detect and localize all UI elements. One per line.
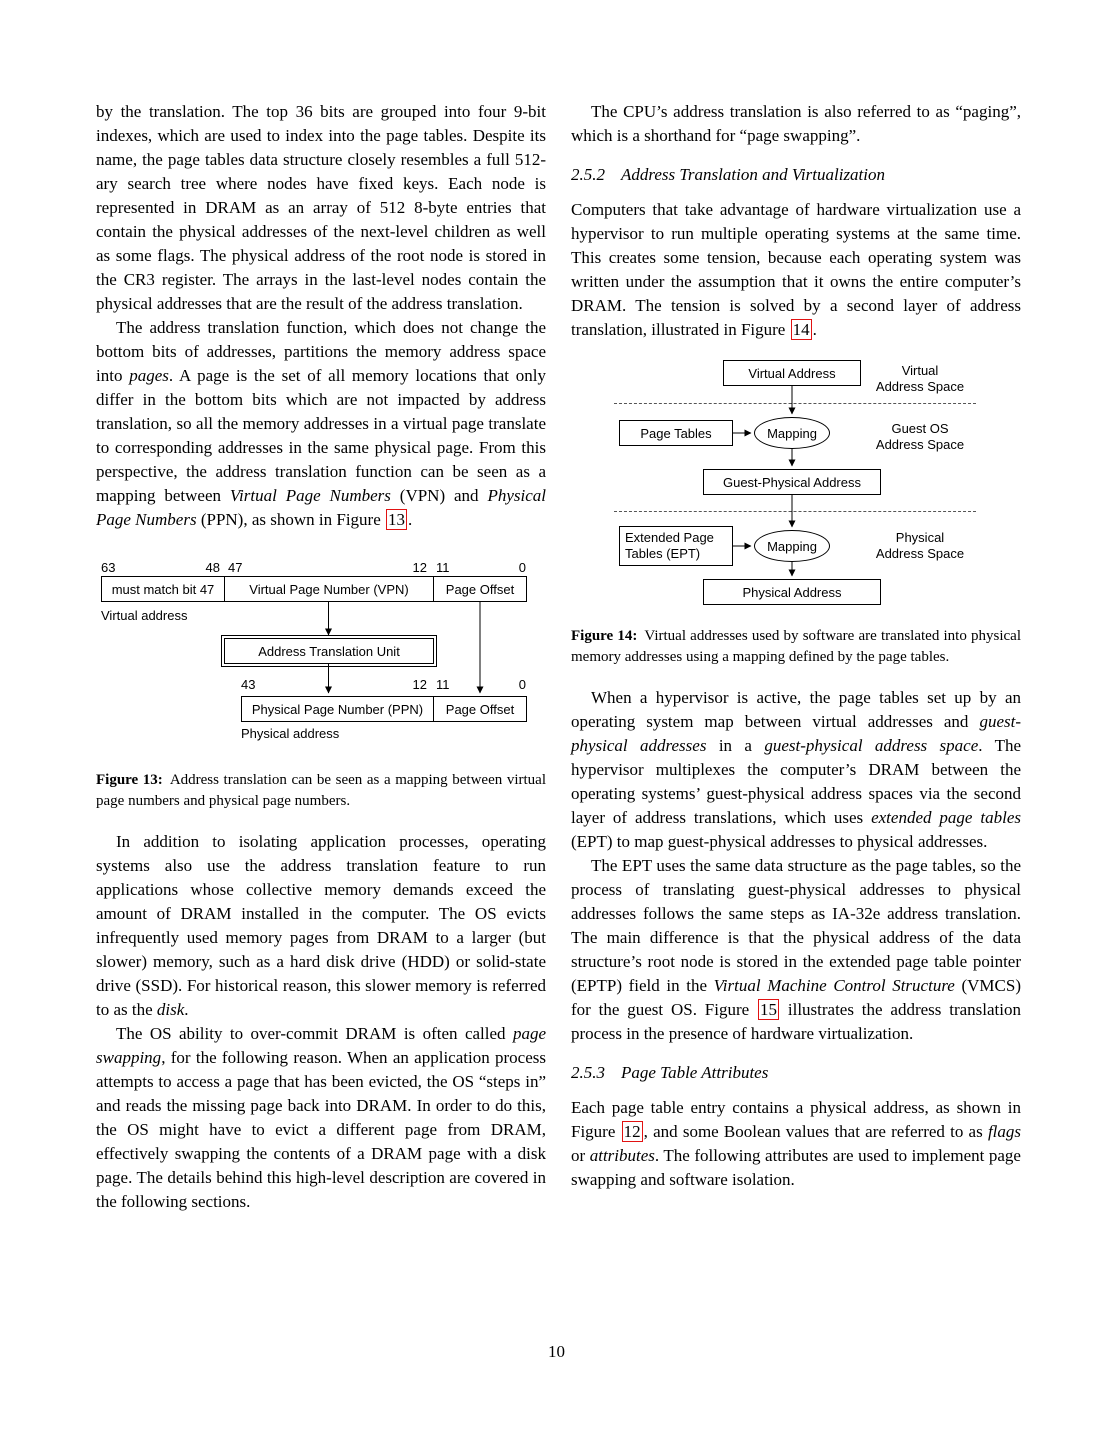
text-run: When a hypervisor is active, the page tables set up by an operating system map between virtual addresses and	[571, 688, 1021, 731]
bit-label-48: 48	[205, 560, 220, 575]
text-run: Virtual Page Numbers	[229, 486, 391, 505]
text-run: .	[184, 1000, 189, 1019]
physical-address-label: Physical address	[241, 726, 340, 741]
box-page-offset-top: Page Offset	[433, 576, 527, 602]
box-physical-address: Physical Address	[703, 579, 881, 605]
physical-address-space-label	[864, 530, 976, 562]
text-run: . The hypervisor multiplexes the computer’s DRAM between the operating systems’ guest-physical address spaces via the second layer of address translations, which uses	[571, 736, 1022, 827]
figure-14-diagram	[571, 358, 1021, 610]
figure-14-caption	[571, 626, 1021, 668]
text-run: or	[571, 1146, 590, 1165]
section-heading-2-5-2	[571, 163, 1021, 187]
figure-14-caption-text: Virtual addresses used by software are translated into physical memory addresses using a mapping defined by the page tables.	[571, 628, 1021, 665]
bit-label-12-bottom: 12	[412, 677, 427, 692]
text-run: The CPU’s address translation is also referred to as “paging”, which is a shorthand for “page swapping”.	[571, 102, 1021, 145]
label-line: Address Space	[875, 379, 965, 394]
box-must-match-bit-47: must match bit 47	[101, 576, 225, 602]
text-run: , for the following reason. When an application process attempts to access a page that has been evicted, the OS “steps in” and reads the missing page back into DRAM. In order to do this, the OS might have to evict a different page from DRAM, effectively swapping the contents of a DRAM page with a disk page. The details behind this high-level description are covered in the following sections.	[96, 1048, 546, 1211]
bit-label-47: 47	[228, 560, 243, 575]
text-run: attributes	[589, 1146, 655, 1165]
text-run: (VPN) and	[390, 486, 488, 505]
figure-reference[interactable]: 12	[623, 1122, 641, 1141]
text-run: extended page tables	[871, 808, 1021, 827]
dashed-separator	[614, 403, 976, 404]
paragraph	[571, 1096, 1021, 1192]
text-run: . The following attributes are used to implement page swapping and software isolation.	[571, 1146, 1021, 1189]
text-run: guest-physical addresses	[571, 712, 1021, 755]
label-line: Guest OS	[891, 421, 949, 436]
box-guest-physical-address: Guest-Physical Address	[703, 469, 881, 495]
text-run: (PPN), as shown in Figure	[196, 510, 385, 529]
text-run: In addition to isolating application processes, operating systems also use the address translation feature to run applications whose collective memory demands exceed the amount of DRAM installed in the computer. The OS evicts infrequently used memory pages from DRAM to a larger (but slower) memory, such as a hard disk drive (HDD) or solid-state drive (SSD). For historical reason, this slower memory is referred to as the	[96, 832, 546, 1019]
text-run: The OS ability to over-commit DRAM is often called	[116, 1024, 513, 1043]
text-run: (VMCS) for the guest OS. Figure	[571, 976, 1021, 1019]
figure-13-caption-label: Figure 13:	[96, 772, 163, 788]
text-run: (EPT) to map guest-physical addresses to physical addresses.	[571, 832, 988, 851]
bit-label-12: 12	[412, 560, 427, 575]
figure-13-diagram	[96, 560, 546, 748]
bit-label-11-bottom: 11	[436, 677, 450, 692]
box-page-offset-bottom: Page Offset	[433, 696, 527, 722]
box-physical-page-number: Physical Page Number (PPN)	[241, 696, 434, 722]
text-run: page swapping	[96, 1024, 546, 1067]
dashed-separator	[614, 511, 976, 512]
text-run: Each page table entry contains a physical address, as shown in Figure	[571, 1098, 1021, 1141]
section-number: 2.5.2	[571, 165, 605, 184]
bit-label-0: 0	[518, 560, 526, 575]
text-run: . A page is the set of all memory locations that only differ in the bottom bits which are not impacted by address translation, so all the memory addresses in a virtual page translate to corresponding addresses in the same physical page. From this perspective, the address translation function can be seen as a mapping between	[96, 366, 546, 505]
paragraph	[571, 100, 1021, 148]
figure-13-caption	[96, 770, 546, 812]
text-run: .	[408, 510, 413, 529]
virtual-address-space-label	[864, 363, 976, 395]
virtual-address-label: Virtual address	[101, 608, 188, 623]
left-column	[96, 100, 546, 1214]
bit-label-0-bottom: 0	[518, 677, 526, 692]
text-run: by the translation. The top 36 bits are grouped into four 9-bit indexes, which are used to index into the page tables. Despite its name, the page tables data structure closely resembles a full 512-ary search tree where nodes have fixed keys. Each node is represented in DRAM as an array of 512 8-byte entries that contain the physical addresses of the next-level children as well as some flags. The physical address of the root node is stored in the CR3 register. The arrays in the last-level nodes contain the physical addresses that are the result of the address translation.	[96, 102, 546, 313]
figure-reference[interactable]: 13	[388, 510, 405, 529]
right-column	[571, 100, 1021, 1192]
section-heading-2-5-3	[571, 1061, 1021, 1085]
bit-label-63: 63	[101, 560, 116, 575]
box-virtual-address: Virtual Address	[723, 360, 861, 386]
box-virtual-page-number: Virtual Page Number (VPN)	[224, 576, 434, 602]
paragraph	[571, 854, 1021, 1046]
section-title: Page Table Attributes	[621, 1063, 769, 1082]
label-line: Virtual	[901, 363, 939, 378]
paragraph	[96, 316, 546, 532]
figure-reference[interactable]: 15	[760, 1000, 778, 1019]
paragraph	[96, 100, 546, 316]
label-line: Physical	[895, 530, 945, 545]
text-run: Virtual Machine Control Structure	[713, 976, 955, 995]
text-run: .	[812, 320, 817, 339]
box-extended-page-tables	[619, 526, 733, 566]
text-run: illustrates the address translation process in the presence of hardware virtualization.	[571, 1000, 1021, 1043]
paragraph	[96, 830, 546, 1022]
bit-label-11: 11	[436, 560, 450, 575]
figure-14-caption-label: Figure 14:	[571, 628, 638, 644]
text-run: Computers that take advantage of hardware virtualization use a hypervisor to run multiple operating systems at the same time. This creates some tension, because each operating system was written under the assumption that it owns the entire computer’s DRAM. The tension is solved by a second layer of address translation, illustrated in Figure	[571, 200, 1021, 339]
text-run: pages	[129, 366, 169, 385]
figure-13-caption-text: Address translation can be seen as a mapping between virtual page numbers and physical page numbers.	[96, 772, 546, 809]
paragraph	[571, 686, 1021, 854]
paragraph	[571, 198, 1021, 342]
text-run: , and some Boolean values that are referred to as	[643, 1122, 988, 1141]
box-address-translation-unit: Address Translation Unit	[224, 638, 434, 664]
paragraph	[96, 1022, 546, 1214]
page-number: 10	[548, 1342, 565, 1361]
guest-os-address-space-label	[864, 421, 976, 453]
text-run: in a	[706, 736, 765, 755]
text-run: The EPT uses the same data structure as the page tables, so the process of translating guest-physical addresses to physical addresses follows the same steps as IA-32e address translation. The main difference is that the physical address of the data structure’s root node is stored in the extended page table pointer (EPTP) field in the	[571, 856, 1021, 995]
label-line: Address Space	[875, 437, 965, 452]
bit-label-43: 43	[241, 677, 256, 692]
section-number: 2.5.3	[571, 1063, 605, 1082]
box-page-tables: Page Tables	[619, 420, 733, 446]
text-run: Physical Page Numbers	[96, 486, 546, 529]
text-run: disk	[156, 1000, 185, 1019]
text-run: flags	[987, 1122, 1022, 1141]
text-run: guest-physical address space	[764, 736, 979, 755]
section-title: Address Translation and Virtualization	[621, 165, 886, 184]
figure-reference[interactable]: 14	[792, 320, 810, 339]
ellipse-mapping-1: Mapping	[754, 417, 830, 449]
text-run: The address translation function, which does not change the bottom bits of addresses, partitions the memory address space into	[96, 318, 546, 385]
label-line: Tables (EPT)	[625, 546, 701, 561]
ellipse-mapping-2: Mapping	[754, 530, 830, 562]
label-line: Address Space	[875, 546, 965, 561]
label-line: Extended Page	[625, 530, 714, 545]
